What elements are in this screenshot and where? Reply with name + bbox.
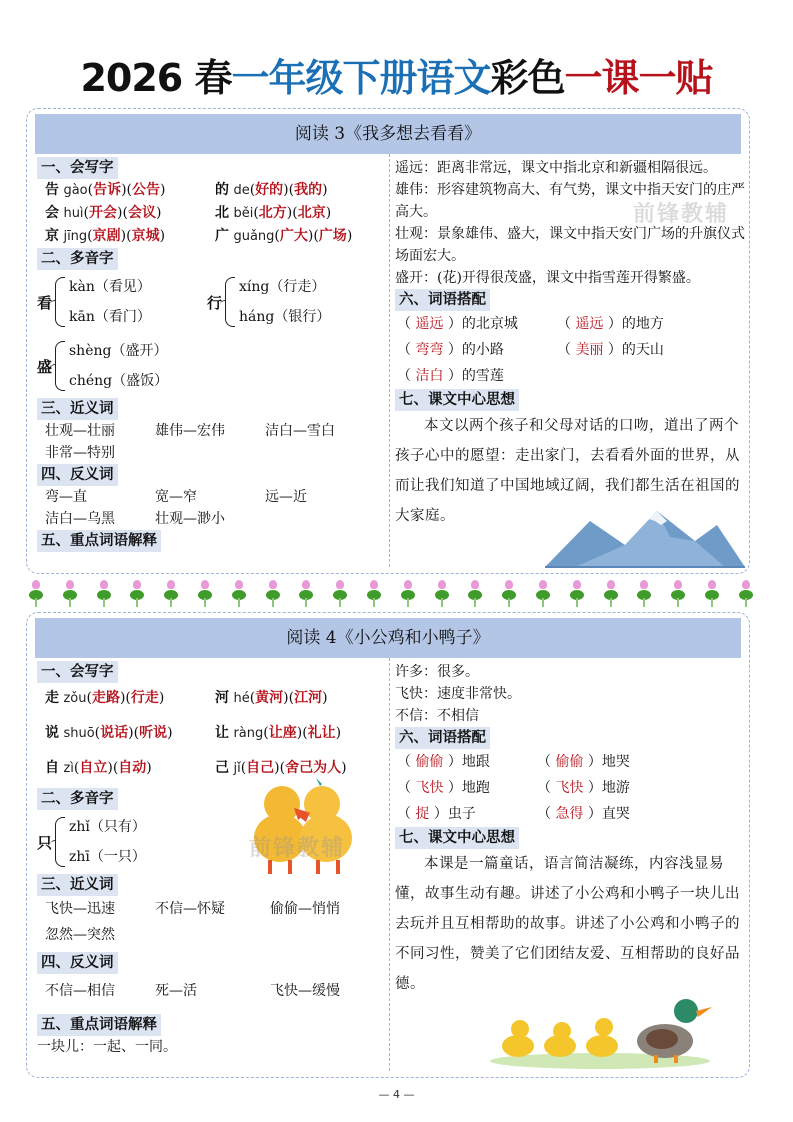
collocation-item: （ 弯弯 ）的小路 — [397, 342, 504, 358]
lotus-icon — [127, 578, 147, 608]
write-char-item: 的 de(好的)(我的) — [215, 182, 328, 198]
antonym-item: 宽—窄 — [155, 489, 197, 505]
collocation-item: （ 急得 ）直哭 — [537, 806, 630, 822]
section-title: 一、会写字 — [37, 661, 118, 683]
definition-item: 壮观：景象雄伟、盛大，课文中指天安门广场的升旗仪式场面宏大。 — [395, 226, 745, 264]
definition-item: 盛开：(花)开得很茂盛，课文中指雪莲开得繁盛。 — [395, 270, 700, 286]
write-char-item: 北 běi(北方)(北京) — [215, 205, 332, 221]
collocation-item: （ 偷偷 ）地哭 — [537, 754, 630, 770]
synonym-item: 壮观—壮丽 — [45, 423, 115, 439]
definition-item: 不信：不相信 — [395, 708, 479, 724]
lotus-icon — [296, 578, 316, 608]
write-char-item: 告 gào(告诉)(公告) — [45, 182, 166, 198]
brace-icon — [55, 341, 65, 391]
lotus-divider — [26, 578, 756, 608]
polyphone-item: 只 zhǐ（只有） zhī（一只） — [37, 819, 146, 865]
lotus-icon — [432, 578, 452, 608]
ducklings-illustration — [242, 776, 362, 881]
lesson3-left-column — [37, 157, 382, 567]
antonym-item: 弯—直 — [45, 489, 87, 505]
lotus-icon — [567, 578, 587, 608]
brace-icon — [55, 277, 65, 327]
mountain-illustration — [545, 507, 745, 569]
write-char-item: 京 jīng(京剧)(京城) — [45, 228, 166, 244]
synonym-item: 偷偷—悄悄 — [270, 901, 340, 917]
antonym-item: 飞快—缓慢 — [270, 983, 340, 999]
write-char-item: 说 shuō(说话)(听说) — [45, 725, 173, 741]
polyphone-item: 看 kàn（看见） kān（看门） — [37, 279, 151, 325]
antonyms-list — [37, 486, 382, 530]
section-title: 五、重点词语解释 — [37, 530, 161, 552]
write-char-item: 让 ràng(让座)(礼让) — [215, 725, 342, 741]
lotus-icon — [668, 578, 688, 608]
write-chars-list — [37, 687, 382, 780]
lesson3-panel — [26, 108, 750, 574]
definition-item: 许多：很多。 — [395, 664, 479, 680]
definition-item: 遥远：距离非常远，课文中指北京和新疆相隔很远。 — [395, 160, 717, 176]
watermark: 前锋教辅 — [633, 202, 730, 227]
lotus-icon — [601, 578, 621, 608]
collocation-item: （ 飞快 ）地跑 — [397, 780, 490, 796]
section-title: 三、近义词 — [37, 398, 118, 420]
page-title — [0, 52, 793, 104]
synonym-item: 雄伟—宏伟 — [155, 423, 225, 439]
collocation-item: （ 捉 ）虫子 — [397, 806, 476, 822]
lesson4-panel — [26, 612, 750, 1078]
lotus-icon — [330, 578, 350, 608]
section-title: 一、会写字 — [37, 157, 118, 179]
brace-icon — [55, 817, 65, 867]
lotus-icon — [702, 578, 722, 608]
collocation-item: （ 美丽 ）的天山 — [557, 342, 664, 358]
lesson4-right-column — [395, 661, 745, 1071]
antonym-item: 死—活 — [155, 983, 197, 999]
lotus-icon — [263, 578, 283, 608]
section-title: 六、词语搭配 — [395, 727, 490, 749]
write-char-item: 走 zǒu(走路)(行走) — [45, 690, 165, 706]
synonym-item: 不信—怀疑 — [155, 901, 225, 917]
watermark: 前锋教辅 — [249, 836, 346, 861]
collocation-item: （ 偷偷 ）地跟 — [397, 754, 490, 770]
duck-family-illustration — [490, 991, 720, 1071]
write-char-item: 自 zì(自立)(自动) — [45, 760, 152, 776]
section-title: 三、近义词 — [37, 874, 118, 896]
title-series: 一课一贴 — [564, 56, 713, 100]
section-title: 五、重点词语解释 — [37, 1014, 161, 1036]
lotus-icon — [94, 578, 114, 608]
section-title: 四、反义词 — [37, 464, 118, 486]
main-idea-text: 本文以两个孩子和父母对话的口吻，道出了两个孩子心中的愿望：走出家门，去看看外面的世界，从而让我们知道了中国地域辽阔，我们都生活在祖国的大家庭。 — [395, 418, 740, 524]
title-color: 彩色 — [490, 56, 565, 100]
title-year: 2026 春 — [80, 56, 232, 100]
lotus-icon — [465, 578, 485, 608]
section-title: 六、词语搭配 — [395, 289, 490, 311]
definitions-list — [395, 661, 745, 727]
antonyms-list — [37, 980, 382, 1002]
antonym-item: 远—近 — [265, 489, 307, 505]
lotus-icon — [398, 578, 418, 608]
synonym-item: 非常—特别 — [45, 445, 115, 461]
lesson3-header: 阅读 3《我多想去看看》 — [35, 114, 741, 154]
definition-item: 雄伟：形容建筑物高大、有气势，课文中指天安门的庄严高大。 — [395, 182, 745, 220]
lotus-icon — [364, 578, 384, 608]
lotus-icon — [60, 578, 80, 608]
collocation-item: （ 洁白 ）的雪莲 — [397, 368, 504, 384]
definition-item: 一块儿：一起、一同。 — [37, 1039, 177, 1055]
lotus-icon — [634, 578, 654, 608]
title-grade: 一年级下册语文 — [231, 56, 491, 100]
synonym-item: 洁白—雪白 — [265, 423, 335, 439]
collocations-list — [395, 749, 745, 827]
lotus-icon — [229, 578, 249, 608]
lesson3-right-column — [395, 157, 745, 567]
collocation-item: （ 飞快 ）地游 — [537, 780, 630, 796]
lotus-icon — [161, 578, 181, 608]
write-chars-list — [37, 179, 382, 248]
section-title: 二、多音字 — [37, 788, 118, 810]
page-number: — 4 — — [378, 1088, 415, 1101]
definition-item: 飞快：速度非常快。 — [395, 686, 521, 702]
lotus-icon — [499, 578, 519, 608]
antonym-item: 洁白—乌黑 — [45, 511, 115, 527]
lotus-icon — [533, 578, 553, 608]
collocation-item: （ 遥远 ）的北京城 — [397, 316, 518, 332]
synonym-item: 忽然—突然 — [45, 927, 115, 943]
synonym-item: 飞快—迅速 — [45, 901, 115, 917]
lesson4-header: 阅读 4《小公鸡和小鸭子》 — [35, 618, 741, 658]
lotus-icon — [195, 578, 215, 608]
synonyms-list — [37, 420, 382, 464]
write-char-item: 己 jǐ(自己)(舍己为人) — [215, 760, 347, 776]
section-title: 四、反义词 — [37, 952, 118, 974]
lotus-icon — [736, 578, 756, 608]
main-idea-text: 本课是一篇童话，语言简洁凝练，内容浅显易懂，故事生动有趣。讲述了小公鸡和小鸭子一块儿出去玩并且互相帮助的故事。讲述了小公鸡和小鸭子的不同习性，赞美了它们团结友爱、互相帮助的良好品德。 — [395, 856, 740, 992]
section-title: 二、多音字 — [37, 248, 118, 270]
section-title: 七、课文中心思想 — [395, 827, 519, 849]
polyphone-item: 盛 shèng（盛开） chéng（盛饭） — [37, 343, 169, 389]
section-title: 七、课文中心思想 — [395, 389, 519, 411]
collocations-list — [395, 311, 745, 389]
write-char-item: 广 guǎng(广大)(广场) — [215, 228, 353, 244]
lotus-icon — [26, 578, 46, 608]
polyphone-row — [37, 270, 382, 334]
write-char-item: 河 hé(黄河)(江河) — [215, 690, 328, 706]
collocation-item: （ 遥远 ）的地方 — [557, 316, 664, 332]
write-char-item: 会 huì(开会)(会议) — [45, 205, 162, 221]
synonyms-list — [37, 898, 382, 946]
antonym-item: 壮观—渺小 — [155, 511, 225, 527]
brace-icon — [225, 277, 235, 327]
antonym-item: 不信—相信 — [45, 983, 115, 999]
polyphone-item: 行 xíng（行走） háng（银行） — [207, 279, 331, 325]
lesson4-left-column — [37, 661, 382, 1071]
column-divider — [389, 658, 390, 1071]
